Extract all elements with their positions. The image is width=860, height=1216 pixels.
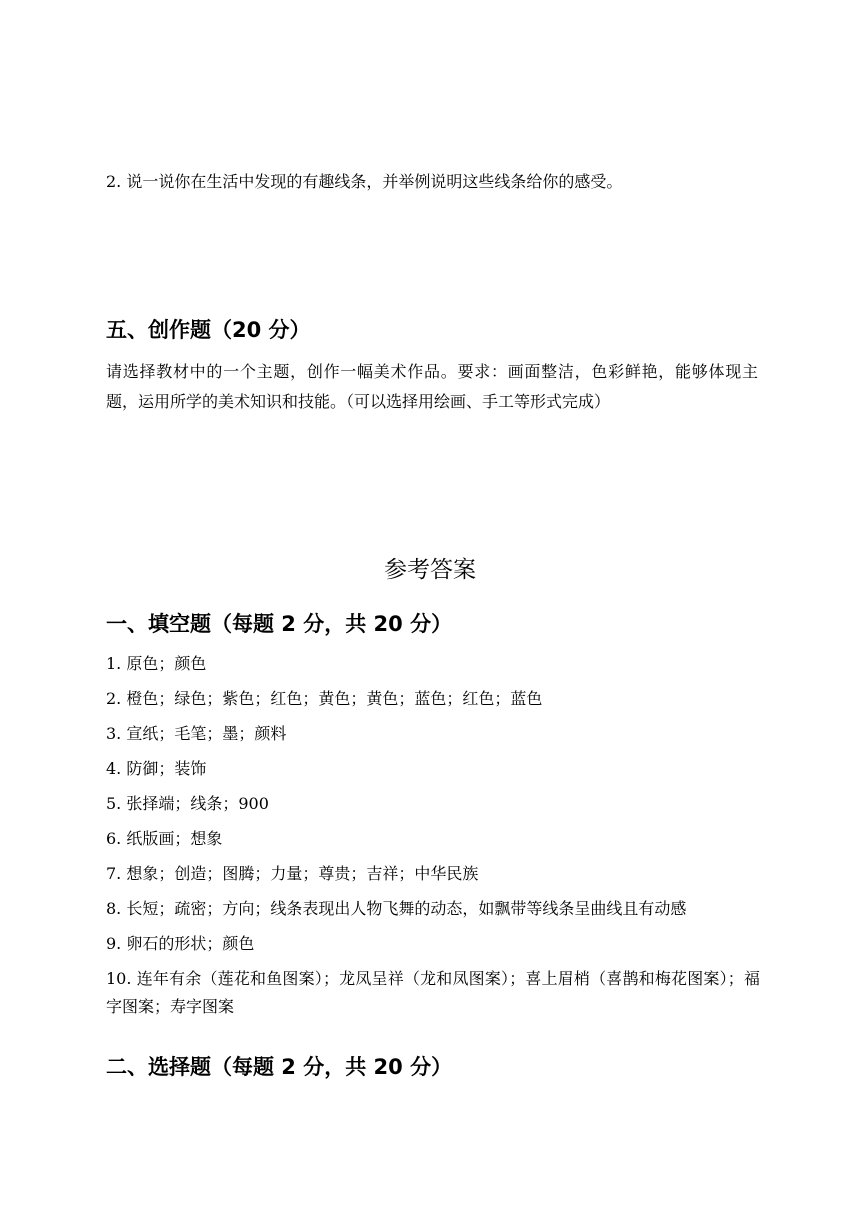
answer-item: 5. 张择端；线条；900 bbox=[106, 794, 269, 813]
essay-question-2: 2. 说一说你在生活中发现的有趣线条，并举例说明这些线条给你的感受。 bbox=[106, 172, 623, 191]
section-five-heading: 五、创作题（20 分） bbox=[106, 318, 311, 342]
answer-item: 2. 橙色；绿色；紫色；红色；黄色；黄色；蓝色；红色；蓝色 bbox=[106, 689, 543, 708]
answer-item: 7. 想象；创造；图腾；力量；尊贵；吉祥；中华民族 bbox=[106, 864, 479, 883]
answer-key-title: 参考答案 bbox=[384, 557, 476, 583]
answer-section-two-heading: 二、选择题（每题 2 分，共 20 分） bbox=[106, 1055, 453, 1079]
answer-item: 3. 宣纸；毛笔；墨；颜料 bbox=[106, 724, 287, 743]
answer-item: 4. 防御；装饰 bbox=[106, 759, 207, 778]
fill-in-answer-list bbox=[106, 654, 760, 1036]
answer-item: 1. 原色；颜色 bbox=[106, 654, 207, 673]
answer-item: 10. 连年有余（莲花和鱼图案）；龙凤呈祥（龙和凤图案）；喜上眉梢（喜鹊和梅花图案）；福字图案；寿字图案 bbox=[106, 969, 760, 1016]
answer-item: 9. 卵石的形状；颜色 bbox=[106, 934, 255, 953]
answer-item: 6. 纸版画；想象 bbox=[106, 829, 223, 848]
answer-item: 8. 长短；疏密；方向；线条表现出人物飞舞的动态，如飘带等线条呈曲线且有动感 bbox=[106, 899, 687, 918]
creation-task-prompt: 请选择教材中的一个主题，创作一幅美术作品。要求：画面整洁，色彩鲜艳，能够体现主题，运用所学的美术知识和技能。（可以选择用绘画、手工等形式完成） bbox=[106, 362, 758, 411]
answer-section-one-heading: 一、填空题（每题 2 分，共 20 分） bbox=[106, 612, 453, 636]
